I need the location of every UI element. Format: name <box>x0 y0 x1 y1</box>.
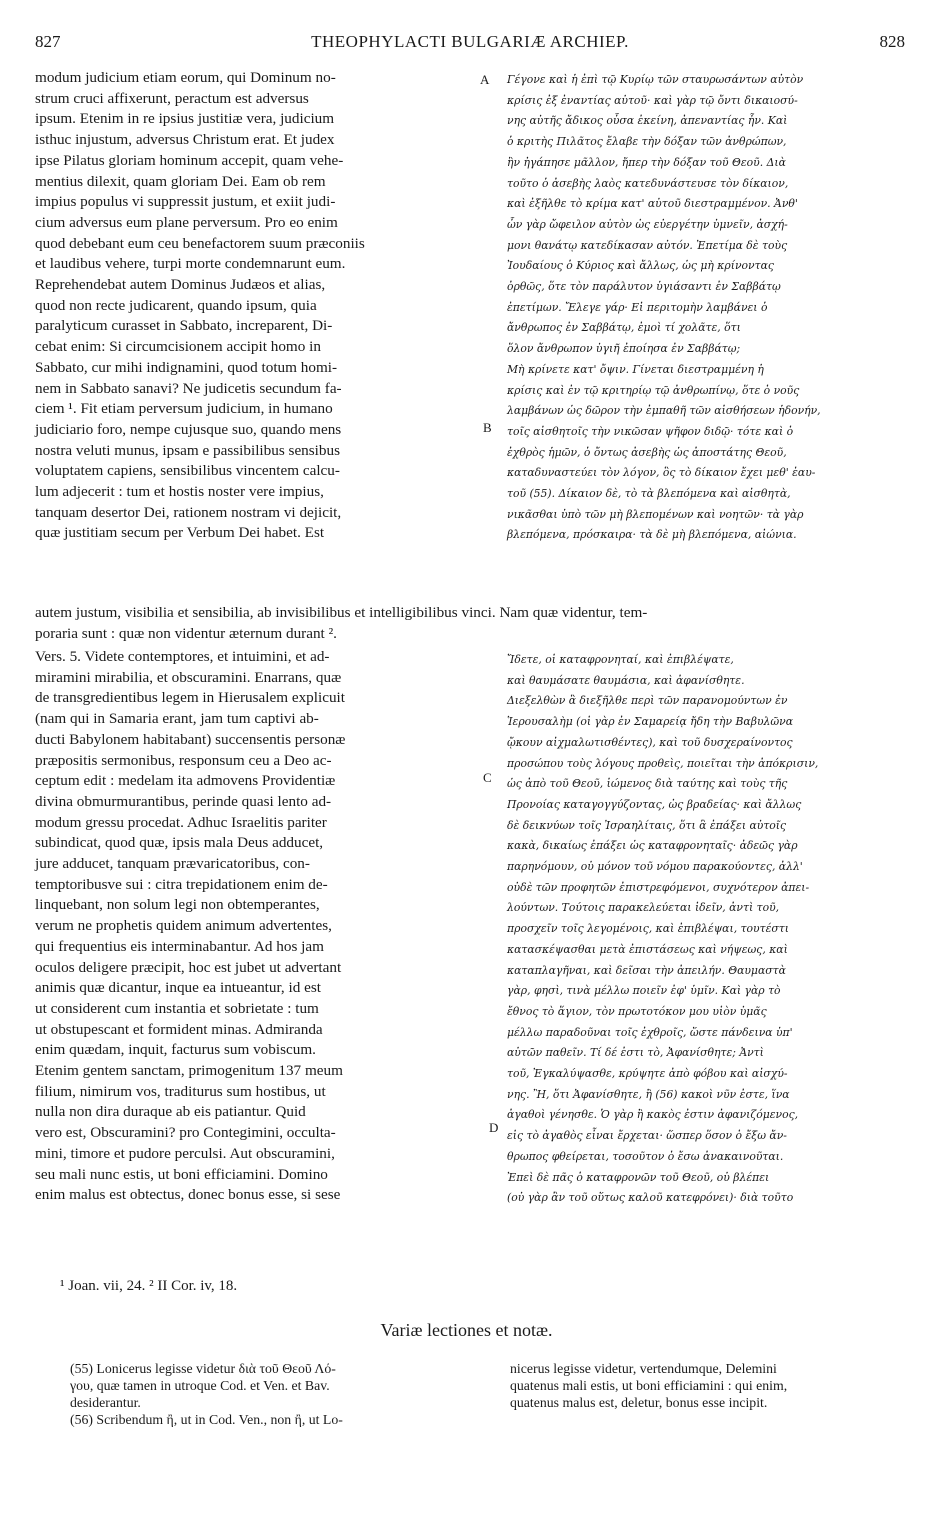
variae-notes-left: (55) Lonicerus legisse videtur διὰ τοῦ Θεοῦ Λό- γου, quæ tamen in utroque Cod. et Ven. et Bav. desiderantur. (56) Scribendum ἢ, ut in Cod. Ven., non ἢ, ut Lo- <box>70 1361 343 1427</box>
page-number-left: 827 <box>35 32 61 51</box>
page-number-right: 828 <box>879 32 905 51</box>
footnote: ¹ Joan. vii, 24. ² II Cor. iv, 18. <box>60 1278 238 1294</box>
running-title: THEOPHYLACTI BULGARIÆ ARCHIEP. <box>311 32 629 51</box>
section-marker-c: C <box>483 770 492 785</box>
greek-column-bottom: Ἴδετε, οἱ καταφρονηταί, καὶ ἐπιβλέψατε, καὶ θαυμάσατε θαυμάσια, καὶ ἀφανίσθητε. Διεξελθὼν ἃ διεξῆλθε περὶ τῶν παρανομούντων ἐν Ἱερουσαλὴμ (οἱ γὰρ ἐν Σαμαρείᾳ ἤδη τὴν Βαβυλῶνα ᾤκουν αἰχμαλωτισθέντες), καὶ τοῦ δυσχεραίνοντος προσώπου τοὺς λόγους προθεὶς, ποιεῖται τὴν ἀπόκρισιν, ὡς ἀπὸ τοῦ Θεοῦ, ἰώμενος διὰ ταύτης καὶ τοὺς τῆς Προνοίας καταγογγύζοντας, ὡς βραδείας· καὶ ἄλλως δὲ δεικνύων τοῖς Ἰσραηλίταις, ὅτι ἃ ἐπάξει αὐτοῖς κακὰ, δικαίως ἐπάξει ὡς καταφρονηταῖς· ἀδεῶς γὰρ παρηνόμουν, οὐ μόνον τοῦ νόμου παρακούοντες, ἀλλ' οὐδὲ τῶν προφητῶν ἐπιστρεφόμενοι, συχνότερον ἀπει- λούντων. Τούτοις παρακελεύεται ἰδεῖν, ἀντὶ τοῦ, προσχεῖν τοῖς λεγομένοις, καὶ ἐπιβλέψαι, τουτέστι κατασκέψασθαι μετὰ ἐπιστάσεως καὶ νήψεως, καὶ καταπλαγῆναι, καὶ δεῖσαι τὴν ἀπειλήν. Θαυμαστὰ γὰρ, φησὶ, τινὰ μέλλω ποιεῖν ἐφ' ὑμῖν. Καὶ γὰρ τὸ ἔθνος τὸ ἅγιον, τὸν πρωτοτόκον μου υἱὸν ὑμᾶς μέλλω παραδοῦναι τοῖς ἐχθροῖς, ὥστε πάνδεινα ὑπ' αὐτῶν παθεῖν. Τί δέ ἐστι τὸ, Ἀφανίσθητε; Ἀντὶ τοῦ, Ἐγκαλύψασθε, κρύψητε ἀπὸ φόβου καὶ αἰσχύ- νης. Ἢ, ὅτι Ἀφανίσθητε, ἢ (56) κακοὶ νῦν ἐστε, ἵνα ἀγαθοὶ γένησθε. Ὁ γὰρ ἢ κακὸς ἐστιν ἀφανιζόμενος, εἰς τὸ ἀγαθὸς εἶναι ἔρχεται· ὥσπερ ὅσον ὁ ἔξω ἄν- θρωπος φθείρεται, τοσοῦτον ὁ ἔσω ἀνακαινοῦται. Ἐπεὶ δὲ πᾶς ὁ καταφρονῶν τοῦ Θεοῦ, οὐ βλέπει (οὐ γὰρ ἂν τοῦ οὕτως καλοῦ κατεφρόνει)· διὰ τοῦτο <box>507 653 819 1205</box>
latin-column-bottom: Vers. 5. Videte contemptores, et intuimini, et ad- miramini mirabilia, et obscuramini. Enarrans, quæ de transgredientibus legem in Hierusalem explicuit (nam qui in Samaria erant, jam tum captivi ab- ducti Babylonem habitabant) succensentis personæ præpositis sermonibus, responsum ceu a Deo ac- ceptum edit : medelam ita admovens Providentiæ divina obmurmurantibus, perinde quasi lento ad- modum gressu procedat. Adhuc Israelitis pariter subindicat, quod quæ, ipsis mala Deus adducet, jure adducet, tanquam prævaricatoribus, con- temptoribusve sui : citra trepidationem enim de- linquebant, non solum legi non obtemperantes, verum ne prophetis quidem animum advertentes, qui frequentius eis interminabantur. Ad hos jam oculos deligere præcipit, hoc est jubet ut advertant animis quæ dicantur, inque ea intueantur, id est ut considerent cum instantia et sobrietate : tum ut obstupescant et formident minas. Admiranda enim quædam, inquit, facturus sum vobiscum. Etenim gentem sanctam, primogenitum 137 meum filium, nimirum vos, traditurus sum hostibus, ut nulla non dira duraque ab eis patiantur. Quid vero est, Obscuramini? pro Contegimini, occulta- mini, timore et pudore perculsi. Aut obscuramini, seu mali nunc estis, ut boni efficiamini. Domino enim malus est obtectus, donec bonus esse, si sese <box>35 648 346 1204</box>
page-header <box>35 32 905 60</box>
full-width-text: autem justum, visibilia et sensibilia, ab invisibilibus et intelligibilibus vinci. Nam quæ videntur, tem- poraria sunt : quæ non videntur æternum durant ². <box>35 604 648 642</box>
section-marker-d: D <box>489 1120 499 1135</box>
section-marker-a: A <box>480 72 490 87</box>
variae-lectiones-title: Variæ lectiones et notæ. <box>380 1320 553 1340</box>
section-marker-b: B <box>483 420 492 435</box>
greek-column-top: Γέγονε καὶ ἡ ἐπὶ τῷ Κυρίῳ τῶν σταυρωσάντων αὐτὸν κρίσις ἐξ ἐναντίας αὐτοῦ· καὶ γὰρ τῷ ὄντι δικαιοσύ- νης αὐτῆς ἄδικος οὖσα ἐκείνη, ἀπεναντίας ἦν. Καὶ ὁ κριτὴς Πιλᾶτος ἔλαβε τὴν δόξαν τῶν ἀνθρώπων, ἣν ἠγάπησε μᾶλλον, ἤπερ τὴν δόξαν τοῦ Θεοῦ. Διὰ τοῦτο ὁ ἀσεβὴς λαὸς κατεδυνάστευσε τὸν δίκαιον, καὶ ἐξῆλθε τὸ κρίμα κατ' αὐτοῦ διεστραμμένον. Ἀνθ' ὧν γὰρ ὤφειλον αὐτὸν ὡς εὐεργέτην ὑμνεῖν, ἀσχή- μονι θανάτῳ κατεδίκασαν αὐτόν. Ἐπετίμα δὲ τοὺς Ἰουδαίους ὁ Κύριος καὶ ἄλλως, ὡς μὴ κρίνοντας ὀρθῶς, ὅτε τὸν παράλυτον ὑγιάσαντι ἐν Σαββάτῳ ἐπετίμων. Ἔλεγε γάρ· Εἰ περιτομὴν λαμβάνει ὁ ἄνθρωπος ἐν Σαββάτῳ, ἐμοὶ τί χολᾶτε, ὅτι ὅλον ἄνθρωπον ὑγιῆ ἐποίησα ἐν Σαββάτῳ; Μὴ κρίνετε κατ' ὄψιν. Γίνεται διεστραμμένη ἡ κρίσις καὶ ἐν τῷ κριτηρίῳ τῷ ἀνθρωπίνῳ, ὅτε ὁ νοῦς λαμβάνων ὡς δῶρον τὴν ἐμπαθῆ τῶν αἰσθήσεων ἡδονήν, τοῖς αἰσθητοῖς τὴν νικῶσαν ψῆφον διδῷ· τότε καὶ ὁ ἐχθρὸς ἡμῶν, ὁ ὄντως ἀσεβὴς ὡς ἀποστάτης Θεοῦ, καταδυναστεύει τὸν λόγον, ὃς τὸ δίκαιον ἔχει μεθ' ἑαυ- τοῦ (55). Δίκαιον δὲ, τὸ τὰ βλεπόμενα καὶ αἰσθητὰ, νικᾶσθαι ὑπὸ τῶν μὴ βλεπομένων καὶ νοητῶν· τὰ γὰρ βλεπόμενα, πρόσκαιρα· τὰ δὲ μὴ βλεπόμενα, αἰώνια. <box>507 73 821 542</box>
variae-notes-right: nicerus legisse videtur, vertendumque, Delemini quatenus mali estis, ut boni efficiamini : qui enim, quatenus malus est, deletur, bonus esse incipit. <box>510 1361 788 1410</box>
latin-column-top: modum judicium etiam eorum, qui Dominum no- strum cruci affixerunt, peractum est adversus ipsum. Etenim in re ipsius justitiæ vera, judicium isthuc injustum, adversus Christum erat. Et judex ipse Pilatus gloriam hominum accepit, quam vehe- mentius dilexit, quam gloriam Dei. Eam ob rem impius populus vi suppressit justum, et exiit judi- cium adversus eum plane perversum. Pro eo enim quod debebant eum ceu benefactorem suum præconiis et laudibus vehere, turpi morte condemnarunt eum. Reprehendebat autem Dominus Judæos et alias, quod non recte judicarent, quando ipsum, quia paralyticum curasset in Sabbato, increparent, Di- cebat enim: Si circumcisionem accipit homo in Sabbato, cur mihi indignamini, quod totum homi- nem in Sabbato sanavi? Ne judicetis secundum fa- ciem ¹. Fit etiam perversum judicium, in humano judiciario foro, nempe cujusque suo, quando mens nostra veluti munus, ipsam e passibilibus sensibus voluptatem capiens, sensibilibus vincentem calcu- lum adjecerit : tum et hostis noster vere impius, tanquam desertor Dei, rationem nostram vi dejicit, quæ justitiam secum per Verbum Dei habet. Est <box>35 69 365 542</box>
